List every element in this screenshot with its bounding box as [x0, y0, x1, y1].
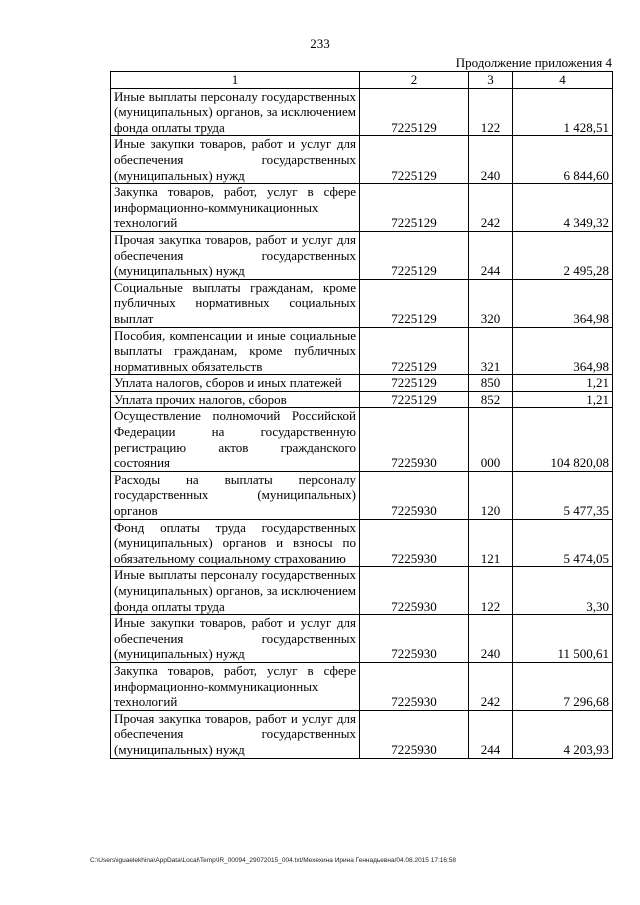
column-header-name: 1 — [111, 72, 360, 89]
column-header-code: 2 — [360, 72, 469, 89]
row-expense-type-cell: 321 — [469, 327, 513, 375]
row-name-cell: Закупка товаров, работ, услуг в сфере информационно-коммуникационных технологий — [111, 184, 360, 232]
table-row — [111, 375, 613, 392]
row-name-cell: Иные выплаты персоналу государственных (муниципальных) органов, за исключением фонда оплаты труда — [111, 567, 360, 615]
row-name-cell: Иные выплаты персоналу государственных (муниципальных) органов, за исключением фонда оплаты труда — [111, 88, 360, 136]
row-amount-cell: 364,98 — [513, 279, 613, 327]
row-name-cell: Социальные выплаты гражданам, кроме публичных нормативных социальных выплат — [111, 279, 360, 327]
row-amount-cell: 1,21 — [513, 391, 613, 408]
row-name-cell: Прочая закупка товаров, работ и услуг для обеспечения государственных (муниципальных) нужд — [111, 231, 360, 279]
row-expense-type-cell: 121 — [469, 519, 513, 567]
budget-table — [110, 71, 613, 759]
row-amount-cell: 4 349,32 — [513, 184, 613, 232]
row-amount-cell: 2 495,28 — [513, 231, 613, 279]
table-row — [111, 327, 613, 375]
row-code-cell: 7225129 — [360, 391, 469, 408]
row-amount-cell: 6 844,60 — [513, 136, 613, 184]
table-row — [111, 519, 613, 567]
row-amount-cell: 1,21 — [513, 375, 613, 392]
row-code-cell: 7225930 — [360, 519, 469, 567]
row-name-cell: Прочая закупка товаров, работ и услуг для обеспечения государственных (муниципальных) нужд — [111, 710, 360, 758]
row-expense-type-cell: 122 — [469, 88, 513, 136]
row-expense-type-cell: 320 — [469, 279, 513, 327]
table-row — [111, 231, 613, 279]
row-expense-type-cell: 852 — [469, 391, 513, 408]
row-amount-cell: 4 203,93 — [513, 710, 613, 758]
table-row — [111, 408, 613, 471]
page-number: 233 — [310, 36, 330, 51]
row-expense-type-cell: 122 — [469, 567, 513, 615]
row-code-cell: 7225930 — [360, 662, 469, 710]
table-row — [111, 615, 613, 663]
row-code-cell: 7225930 — [360, 408, 469, 471]
table-row — [111, 279, 613, 327]
row-name-cell: Иные закупки товаров, работ и услуг для обеспечения государственных (муниципальных) нужд — [111, 615, 360, 663]
appendix-continuation-label: Продолжение приложения 4 — [455, 55, 612, 70]
column-header-amount: 4 — [513, 72, 613, 89]
row-expense-type-cell: 240 — [469, 615, 513, 663]
table-row — [111, 567, 613, 615]
row-amount-cell: 5 477,35 — [513, 471, 613, 519]
row-name-cell: Расходы на выплаты персоналу государственных (муниципальных) органов — [111, 471, 360, 519]
row-name-cell: Фонд оплаты труда государственных (муниципальных) органов и взносы по обязательному социальному страхованию — [111, 519, 360, 567]
row-name-cell: Осуществление полномочий Российской Федерации на государственную регистрацию актов гражданского состояния — [111, 408, 360, 471]
row-code-cell: 7225129 — [360, 184, 469, 232]
row-name-cell: Уплата налогов, сборов и иных платежей — [111, 375, 360, 392]
row-code-cell: 7225129 — [360, 88, 469, 136]
row-code-cell: 7225930 — [360, 615, 469, 663]
row-name-cell: Закупка товаров, работ, услуг в сфере информационно-коммуникационных технологий — [111, 662, 360, 710]
table-row — [111, 391, 613, 408]
row-expense-type-cell: 120 — [469, 471, 513, 519]
row-name-cell: Уплата прочих налогов, сборов — [111, 391, 360, 408]
table-row — [111, 184, 613, 232]
row-expense-type-cell: 240 — [469, 136, 513, 184]
row-code-cell: 7225129 — [360, 327, 469, 375]
column-header-expense-type: 3 — [469, 72, 513, 89]
row-code-cell: 7225930 — [360, 471, 469, 519]
row-code-cell: 7225129 — [360, 136, 469, 184]
table-row — [111, 136, 613, 184]
table-row — [111, 88, 613, 136]
row-code-cell: 7225129 — [360, 279, 469, 327]
row-code-cell: 7225129 — [360, 375, 469, 392]
row-expense-type-cell: 242 — [469, 662, 513, 710]
row-expense-type-cell: 242 — [469, 184, 513, 232]
row-name-cell: Пособия, компенсации и иные социальные выплаты гражданам, кроме публичных нормативных обязательств — [111, 327, 360, 375]
row-expense-type-cell: 000 — [469, 408, 513, 471]
row-code-cell: 7225930 — [360, 710, 469, 758]
row-amount-cell: 3,30 — [513, 567, 613, 615]
table-row — [111, 662, 613, 710]
row-code-cell: 7225930 — [360, 567, 469, 615]
row-amount-cell: 7 296,68 — [513, 662, 613, 710]
table-row — [111, 471, 613, 519]
file-path-footer: C:\Users\iguaelekhina\AppData\Local\Temp\IR_00094_29072015_004.txt/Мехехина Ирина Геннадьевна/04.08.2015 17:16:58 — [90, 857, 457, 864]
table-header-row — [111, 72, 613, 89]
row-amount-cell: 5 474,05 — [513, 519, 613, 567]
row-amount-cell: 11 500,61 — [513, 615, 613, 663]
row-amount-cell: 1 428,51 — [513, 88, 613, 136]
table-row — [111, 710, 613, 758]
row-code-cell: 7225129 — [360, 231, 469, 279]
row-expense-type-cell: 244 — [469, 710, 513, 758]
row-expense-type-cell: 244 — [469, 231, 513, 279]
row-amount-cell: 104 820,08 — [513, 408, 613, 471]
table-body — [111, 88, 613, 758]
row-amount-cell: 364,98 — [513, 327, 613, 375]
row-name-cell: Иные закупки товаров, работ и услуг для обеспечения государственных (муниципальных) нужд — [111, 136, 360, 184]
row-expense-type-cell: 850 — [469, 375, 513, 392]
